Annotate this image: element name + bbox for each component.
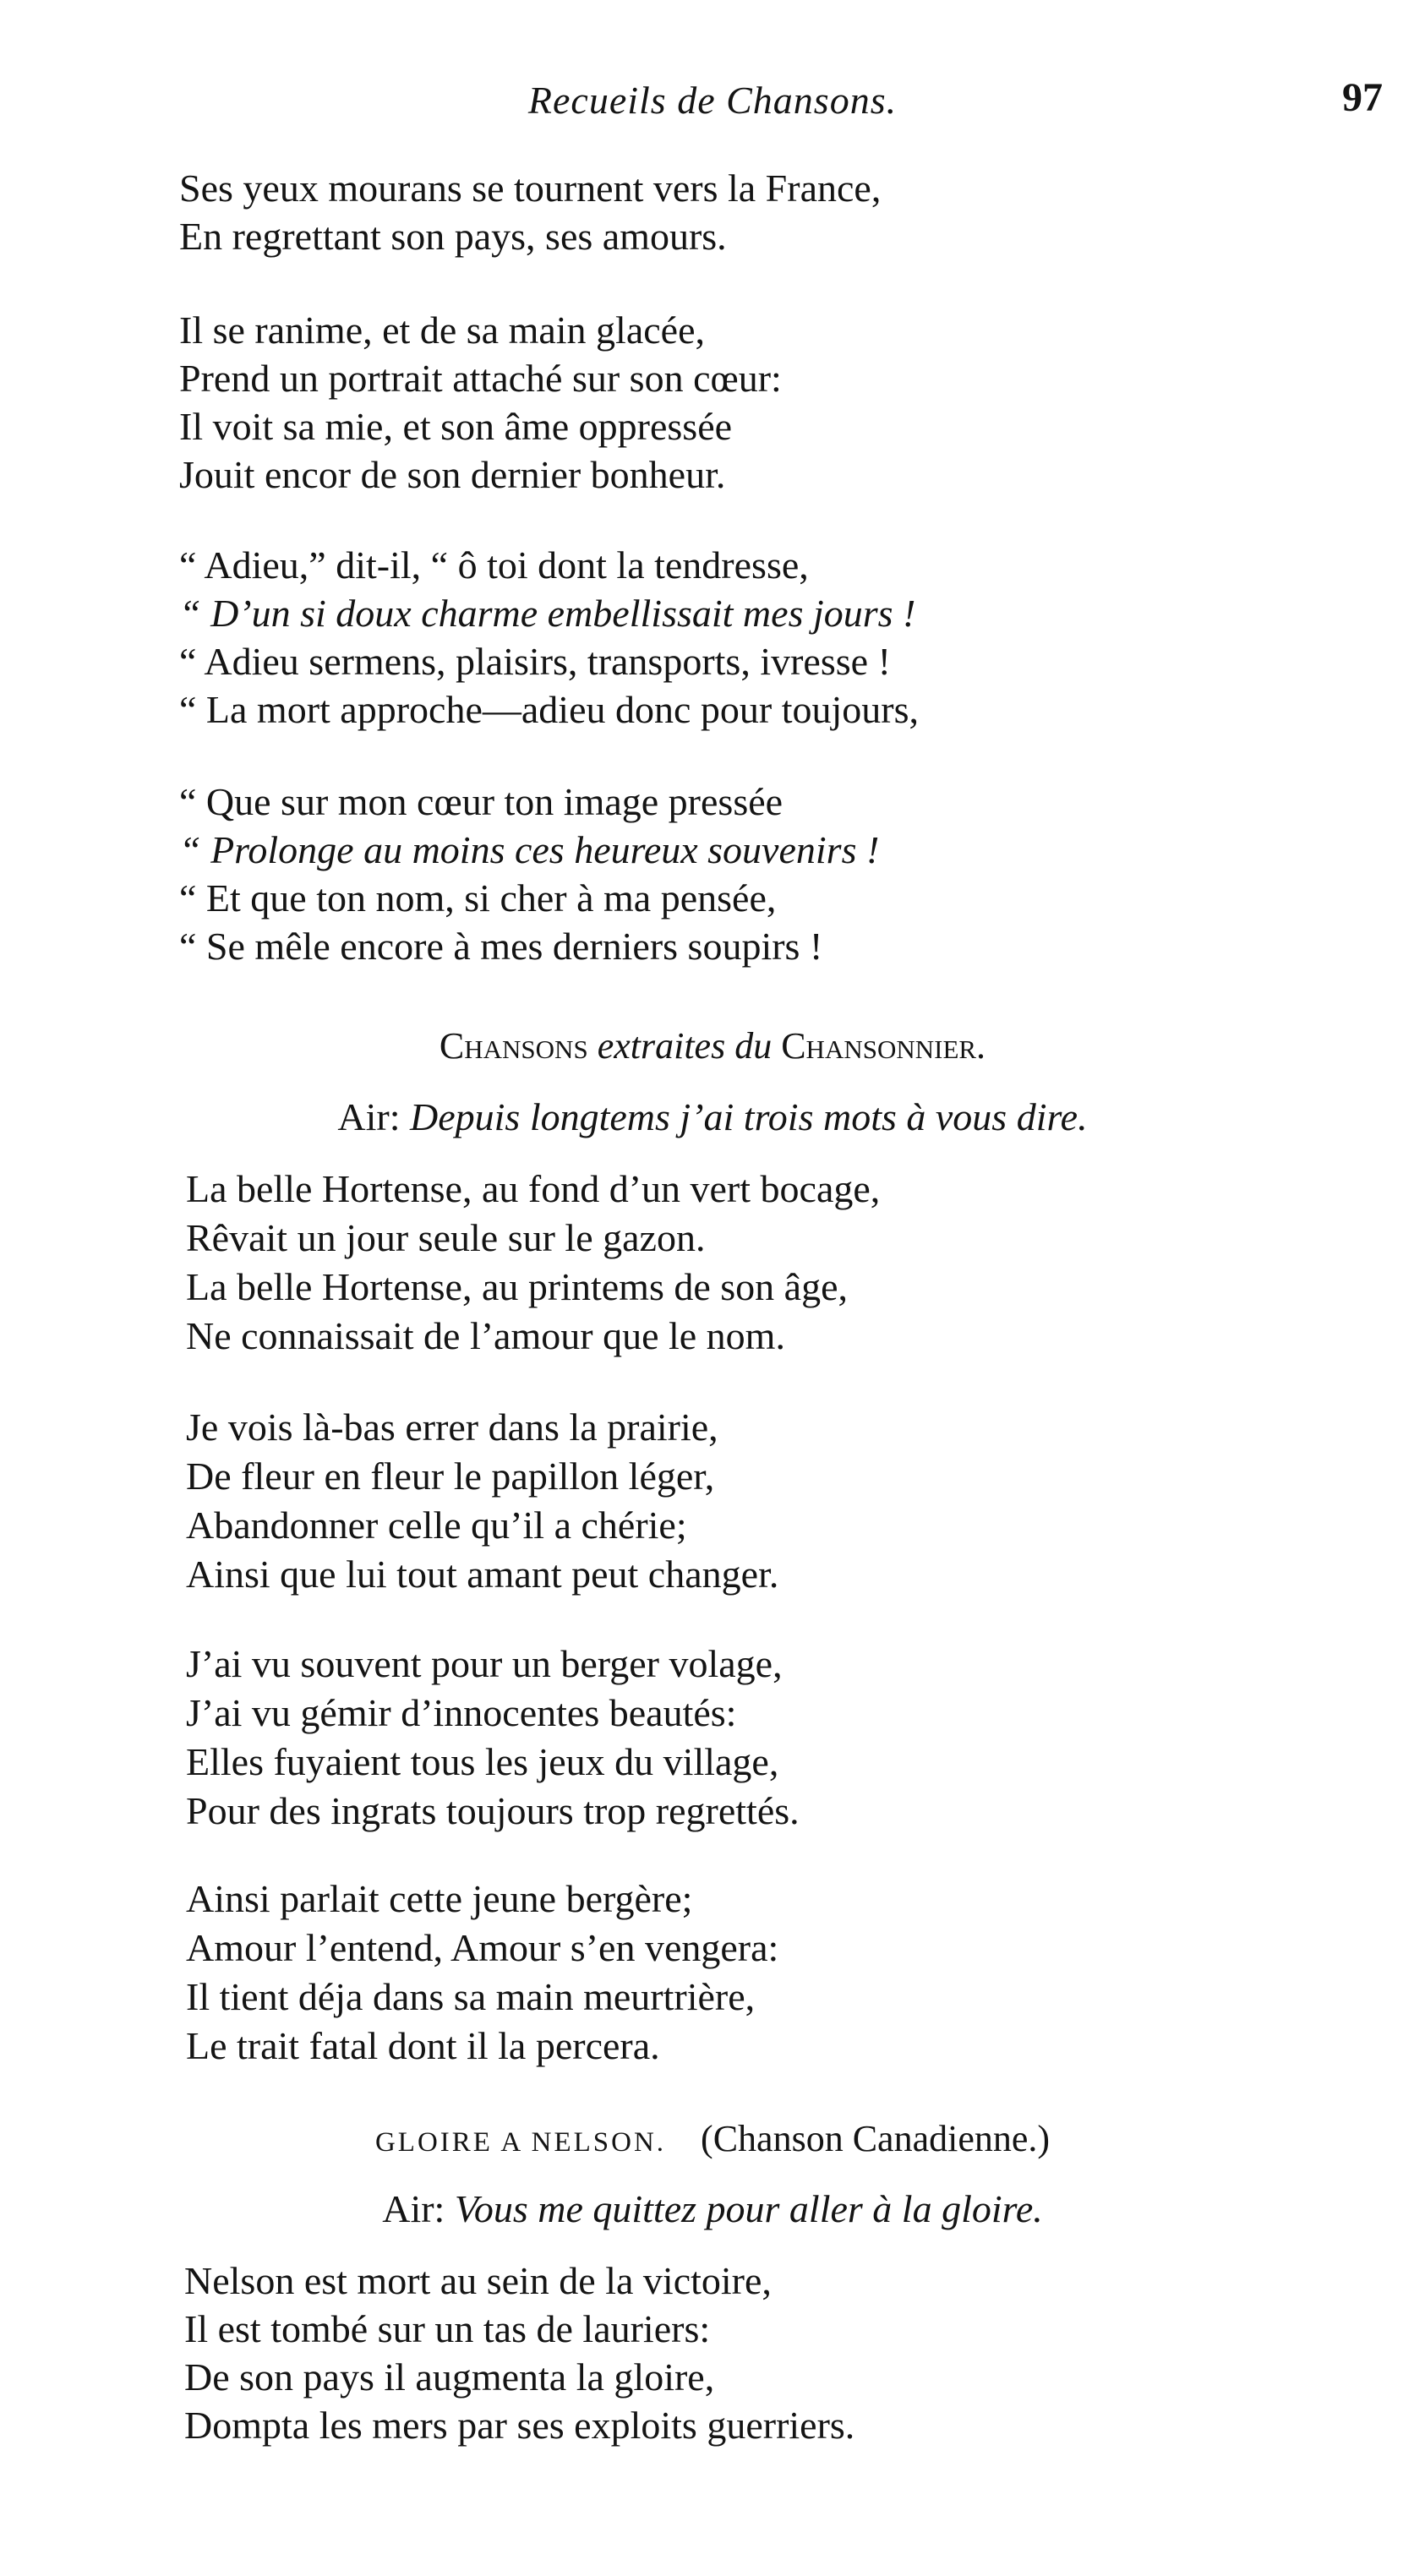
air-tune: Depuis longtems j’ai trois mots à vous dire. [410, 1095, 1088, 1138]
air-label: Air: [337, 1095, 401, 1138]
song1-stanza-3 [179, 541, 919, 734]
verse-line: La belle Hortense, au fond d’un vert bocage, [186, 1167, 881, 1210]
verse-line: Elles fuyaient tous les jeux du village, [186, 1740, 779, 1783]
section-title-chansonnier [0, 1023, 1425, 1070]
title-word: Chansons [439, 1025, 588, 1067]
verse-line: “ La mort approche—adieu donc pour toujours, [179, 688, 920, 731]
verse-line: Le trait fatal dont il la percera. [186, 2024, 660, 2067]
song2-stanza-3 [186, 1640, 800, 1836]
verse-line: Ainsi que lui tout amant peut changer. [186, 1553, 779, 1596]
verse-line: De son pays il augmenta la gloire, [184, 2355, 715, 2399]
verse-line: “ Et que ton nom, si cher à ma pensée, [179, 876, 777, 920]
verse-line: Prend un portrait attaché sur son cœur: [179, 357, 782, 400]
verse-line: Nelson est mort au sein de la victoire, [184, 2259, 772, 2302]
song2-stanza-4 [186, 1875, 778, 2071]
verse-line: “ Se mêle encore à mes derniers soupirs ! [179, 925, 823, 968]
verse-line: Abandonner celle qu’il a chérie; [186, 1504, 687, 1547]
verse-line: J’ai vu gémir d’innocentes beautés: [186, 1691, 737, 1734]
verse-line: “ D’un si doux charme embellissait mes jours ! [179, 592, 916, 635]
song1-stanza-1 [179, 164, 881, 260]
title-subtitle: (Chanson Canadienne.) [701, 2118, 1051, 2159]
air-line [0, 2185, 1425, 2234]
air-label: Air: [382, 2187, 445, 2230]
title-word: GLOIRE A NELSON. [374, 2127, 667, 2158]
song1-stanza-4 [179, 778, 879, 970]
verse-line: Dompta les mers par ses exploits guerriers. [184, 2404, 855, 2447]
verse-line: En regrettant son pays, ses amours. [179, 215, 727, 258]
verse-line: Il se ranime, et de sa main glacée, [179, 308, 705, 352]
air-line [0, 1093, 1425, 1142]
verse-line: Ne connaissait de l’amour que le nom. [186, 1314, 785, 1357]
verse-line: Jouit encor de son dernier bonheur. [179, 453, 726, 496]
running-head: Recueils de Chansons. [527, 79, 898, 122]
verse-line: Il est tombé sur un tas de lauriers: [184, 2307, 711, 2350]
verse-line: “ Prolonge au moins ces heureux souvenirs ! [179, 828, 880, 871]
verse-line: Ainsi parlait cette jeune bergère; [186, 1877, 693, 1920]
song3-stanza-1 [184, 2257, 854, 2449]
verse-line: J’ai vu souvent pour un berger volage, [186, 1642, 783, 1685]
song2-stanza-2 [186, 1403, 778, 1599]
verse-line: Amour l’entend, Amour s’en vengera: [186, 1926, 779, 1969]
verse-line: De fleur en fleur le papillon léger, [186, 1454, 715, 1498]
verse-line: “ Adieu,” dit-il, “ ô toi dont la tendresse, [179, 543, 809, 587]
section-title-nelson [0, 2115, 1425, 2166]
verse-line: Il voit sa mie, et son âme oppressée [179, 405, 733, 448]
title-word: Chansonnier. [781, 1025, 986, 1067]
verse-line: Il tient déja dans sa main meurtrière, [186, 1975, 756, 2018]
song2-stanza-1 [186, 1165, 880, 1361]
song1-stanza-2 [179, 306, 782, 499]
verse-line: Je vois là-bas errer dans la prairie, [186, 1405, 718, 1449]
verse-line: Pour des ingrats toujours trop regrettés. [186, 1789, 800, 1832]
verse-line: “ Que sur mon cœur ton image pressée [179, 780, 783, 823]
verse-line: Ses yeux mourans se tournent vers la France, [179, 166, 882, 210]
page-number: 97 [1342, 75, 1383, 120]
verse-line: Rêvait un jour seule sur le gazon. [186, 1216, 706, 1259]
title-word: extraites du [597, 1025, 773, 1067]
air-tune: Vous me quittez pour aller à la gloire. [454, 2187, 1043, 2230]
verse-line: “ Adieu sermens, plaisirs, transports, ivresse ! [179, 640, 891, 683]
verse-line: La belle Hortense, au printems de son âge, [186, 1265, 849, 1308]
